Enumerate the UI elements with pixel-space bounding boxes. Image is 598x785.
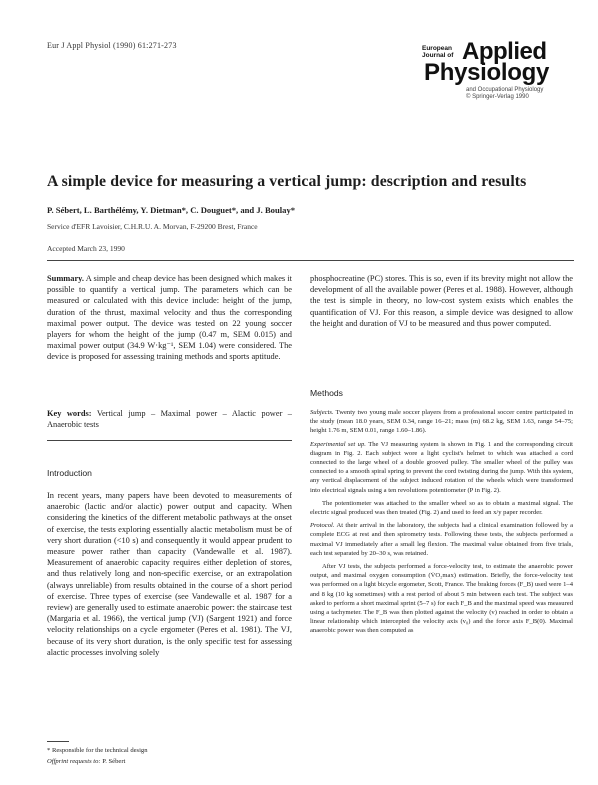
intro-continuation — [310, 273, 573, 329]
setup-text: The VJ measuring system is shown in Fig. 1 and the corresponding circuit diagram in Fig. 2. Each subject wore a light cyclist's helmet to which was attached a cord connected to the large wheel of a double grooved pulley. The smaller wheel of the pulley was connected to a smooth spiral spring to prevent the cord twisting during the jump. With this system, any vertical displacement of the subject induced rotation of the wheels which were transformed into electrical signals using a ten revolutions potentiometer (P in Fig. 2). — [310, 440, 573, 494]
methods-heading: Methods — [310, 388, 343, 398]
author-affiliation: Service d'EFR Lavoisier, C.H.R.U. A. Morvan, F-29200 Brest, France — [47, 222, 258, 231]
header-rule — [47, 260, 574, 261]
accepted-date: Accepted March 23, 1990 — [47, 244, 125, 253]
setup-label: Experimental set up. — [310, 440, 366, 448]
journal-citation: Eur J Appl Physiol (1990) 61:271-273 — [47, 41, 177, 50]
subjects-label: Subjects. — [310, 409, 334, 416]
journal-subtitle — [466, 87, 543, 101]
footnote-offprint-label: Offprint requests to: — [47, 758, 101, 765]
summary-text: A simple and cheap device has been designed which makes it possible to quantify a vertical jump. The parameters which can be measured or calculated with this device include: height of the jump, duration of the thrust, maximal velocity and thus the corresponding maximal power output. The device was tested on 22 young soccer players for whom the height of the jump (0.47 m, SEM 0.015) and maximal power output (34.9 W·kg⁻¹, SEM 1.04) were considered. The device is proposed for assessing training methods and sports aptitude. — [47, 274, 292, 362]
footnote-technical: * Responsible for the technical design — [47, 747, 148, 754]
keywords-text: Vertical jump – Maximal power – Alactic power – Anaerobic tests — [47, 409, 292, 430]
journal-european: European — [422, 45, 452, 52]
article-title: A simple device for measuring a vertical jump: description and results — [47, 173, 527, 190]
journal-applied: Applied — [462, 38, 547, 65]
introduction-text — [47, 490, 292, 725]
journal-of: Journal of — [422, 52, 454, 59]
summary-label: Summary. — [47, 274, 84, 283]
intro-continuation-text: phosphocreatine (PC) stores. This is so, even if its brevity might not allow the development of all the available power (Peres et al. 1988). However, although the test is simple in theory, no low-cost system exists which enables the quantification of VJ. For this reason, a simple device was designed to allow the height and duration of VJ to be measured and thus power computed. — [310, 274, 573, 328]
journal-logo — [422, 38, 572, 100]
journal-subtitle-line1: and Occupational Physiology — [466, 87, 544, 93]
keywords-rule — [47, 440, 292, 441]
footnote-rule — [47, 741, 69, 742]
protocol-text: At their arrival in the laboratory, the subjects had a clinical examination followed by a complete ECG at rest and then spirometry tests. Following these tests, the subjects performed a maximal VJ immediately after a small leg flexion. The maximal value obtained from five trials, each test separated by 20–30 s, was retained. — [310, 522, 573, 557]
summary-paragraph — [47, 273, 292, 363]
footnote-offprint — [47, 757, 125, 766]
methods-text — [310, 408, 573, 780]
journal-physiology: Physiology — [424, 59, 550, 86]
tacho-text: The potentiometer was attached to the smaller wheel so as to obtain a maximal signal. The electric signal produced was then treated (Fig. 2) and used to feed an x/y paper recorder. — [310, 499, 573, 517]
article-authors: P. Sébert, L. Barthélémy, Y. Dietman*, C. Douguet*, and J. Boulay* — [47, 205, 296, 215]
journal-copyright: © Springer-Verlag 1990 — [466, 94, 529, 100]
after-vj-text: After VJ tests, the subjects performed a force-velocity test, to estimate the anaerobic power output, and maximal oxygen consumption (V̇O₂max) estimation. Briefly, the force-velocity test was performed on a light bicycle ergometer, Scott, France. The braking forces (F_B) used were 1–4 and 8 kg (10 kg sometimes) with a rest period of about 5 min between each test. The subject was asked to perform a short maximal sprint (5–7 s) for each F_B and the maximal speed was measured using a tachymeter. The F_B was then plotted against the velocity (v) reached in order to obtain a linear relationship which intercepted the velocity axis (v₀) and the force axis F_B(0). Maximal anaerobic power was then computed as — [310, 563, 573, 635]
protocol-label: Protocol. — [310, 522, 335, 530]
keywords-label: Key words: — [47, 409, 92, 418]
keywords-paragraph — [47, 408, 292, 430]
introduction-paragraph: In recent years, many papers have been devoted to measurements of anaerobic (lactic and/or alactic) power output and capacity. When considering the kinetics of the different metabolic pathways at the onset of exercise, the tests exploring essentially alactic metabolism must be of very short duration (<10 s) and consequently it would appear prudent to measure power rather than capacity (Vandewalle et al. 1987). Measurement of anaerobic capacity requires either depletion of stores, and thus relatively long and non-specific exercise, or an extrapolation (always unreliable) from results obtained in the course of a short period of exercise. Three types of exercise (see Vandewalle et al. 1987 for a review) are generally used to estimate anaerobic power: the staircase test (Margaria et al. 1966), the vertical jump (VJ) (Sargent 1921) and force velocity relationships on a cycle ergometer (Peres et al. 1981). The VJ, because of its very short duration, is the only specific test for assessing alactic processes involving solely — [47, 491, 292, 657]
introduction-heading: Introduction — [47, 468, 92, 478]
subjects-text: Twenty two young male soccer players from a professional soccer centre participated in the study (mean 18.0 years, SEM 0.34, range 16–21; mass (m) 68.2 kg, SEM 1.63, range 54–75; height 1.76 m, SEM 0.01, range 1.60–1.86). — [310, 409, 573, 435]
footnote-offprint-name: P. Sébert — [102, 758, 126, 765]
